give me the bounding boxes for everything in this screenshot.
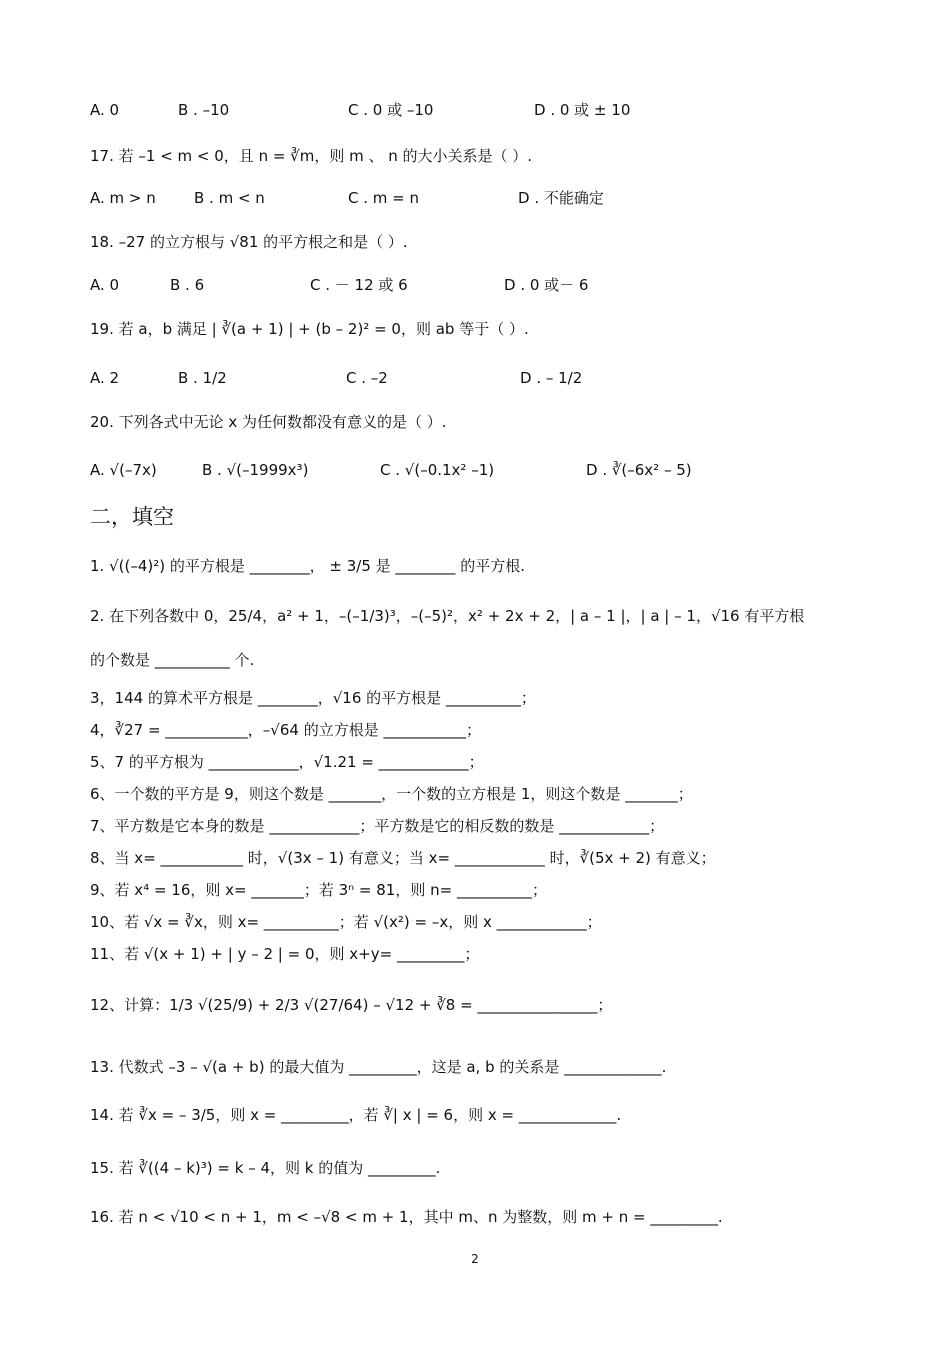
fill-item-4: 4，∛27 = ___________，–√64 的立方根是 ___________； (90, 721, 481, 739)
fill-item-1: 1. √((–4)²) 的平方根是 ________， ± 3/5 是 ________ 的平方根. (90, 557, 525, 575)
q16-option-b: B . –10 (178, 101, 230, 119)
fill-item-2-cont: 的个数是 __________ 个. (90, 651, 255, 669)
q20-option-b: B . √(–1999x³) (202, 461, 309, 479)
page-number: 2 (471, 1252, 479, 1266)
section-title: 二，填空 (90, 505, 174, 529)
q19-option-b: B . 1/2 (178, 369, 227, 387)
q17-option-d: D . 不能确定 (518, 189, 604, 207)
q20-option-d: D . ∛(–6x² – 5) (586, 461, 692, 479)
fill-item-7: 7、平方数是它本身的数是 ____________；平方数是它的相反数的数是 ____________； (90, 817, 665, 835)
q19-stem: 19. 若 a，b 满足 | ∛(a + 1) | + (b – 2)² = 0，则 ab 等于（ ）. (90, 320, 529, 338)
q17-option-b: B . m < n (194, 189, 265, 207)
fill-item-10: 10、若 √x = ∛x，则 x= __________；若 √(x²) = –x，则 x ____________； (90, 913, 602, 931)
q20-option-a: A. √(–7x) (90, 461, 157, 479)
q20-stem: 20. 下列各式中无论 x 为任何数都没有意义的是（ ）. (90, 413, 447, 431)
q18-stem: 18. –27 的立方根与 √81 的平方根之和是（ ）. (90, 233, 408, 251)
q18-option-c: C . － 12 或 6 (310, 276, 408, 294)
fill-item-12: 12、计算：1/3 √(25/9) + 2/3 √(27/64) – √12 + ∛8 = ________________； (90, 996, 613, 1014)
q16-option-a: A. 0 (90, 101, 120, 119)
fill-item-11: 11、若 √(x + 1) + | y – 2 | = 0，则 x+y= _________； (90, 945, 480, 963)
q16-option-c: C . 0 或 –10 (348, 101, 434, 119)
q19-option-a: A. 2 (90, 369, 120, 387)
fill-item-3: 3，144 的算术平方根是 ________，√16 的平方根是 __________； (90, 689, 536, 707)
q19-option-d: D . – 1/2 (520, 369, 583, 387)
q17-option-a: A. m > n (90, 189, 156, 207)
q18-option-d: D . 0 或－ 6 (504, 276, 589, 294)
fill-item-14: 14. 若 ∛x = – 3/5，则 x = _________，若 ∛| x | = 6，则 x = _____________. (90, 1106, 622, 1124)
q17-stem: 17. 若 –1 < m < 0，且 n = ∛m，则 m 、 n 的大小关系是（ ）. (90, 147, 533, 165)
q20-option-c: C . √(–0.1x² –1) (380, 461, 495, 479)
q19-option-c: C . –2 (346, 369, 388, 387)
q16-option-d: D . 0 或 ± 10 (534, 101, 631, 119)
q18-option-b: B . 6 (170, 276, 205, 294)
fill-item-15: 15. 若 ∛((4 – k)³) = k – 4，则 k 的值为 _________. (90, 1159, 441, 1177)
fill-item-13: 13. 代数式 –3 – √(a + b) 的最大值为 _________，这是 a, b 的关系是 _____________. (90, 1058, 667, 1076)
fill-item-8: 8、当 x= ___________ 时，√(3x – 1) 有意义；当 x= ____________ 时，∛(5x + 2) 有意义； (90, 849, 716, 867)
fill-item-9: 9、若 x⁴ = 16，则 x= _______；若 3ⁿ = 81，则 n= __________； (90, 881, 547, 899)
fill-item-16: 16. 若 n < √10 < n + 1，m < –√8 < m + 1，其中 m、n 为整数，则 m + n = _________. (90, 1208, 723, 1226)
fill-item-2: 2. 在下列各数中 0，25/4，a² + 1，–(–1/3)³，–(–5)²，x² + 2x + 2，| a – 1 |，| a | – 1，√16 有平方根 (90, 607, 805, 625)
fill-item-6: 6、一个数的平方是 9，则这个数是 _______，一个数的立方根是 1，则这个数是 _______； (90, 785, 693, 803)
q17-option-c: C . m = n (348, 189, 420, 207)
fill-item-5: 5、7 的平方根为 ____________，√1.21 = ____________； (90, 753, 484, 771)
q18-option-a: A. 0 (90, 276, 120, 294)
